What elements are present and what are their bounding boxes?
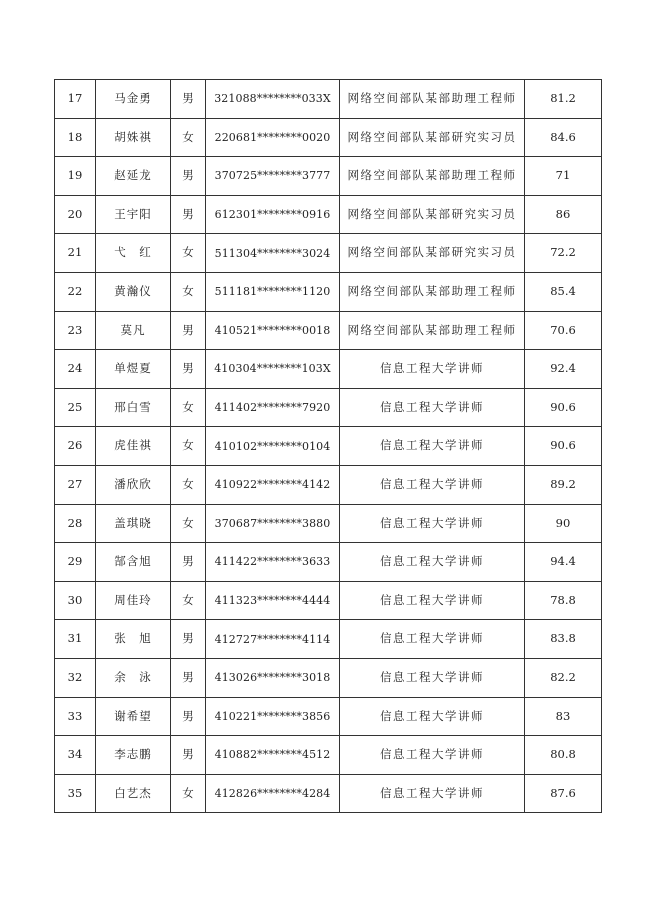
applied-position: 网络空间部队某部研究实习员 [340, 234, 525, 273]
table-row [55, 658, 602, 697]
table-row [55, 80, 602, 119]
applied-position: 信息工程大学讲师 [340, 736, 525, 775]
row-number: 27 [55, 465, 96, 504]
row-number: 19 [55, 157, 96, 196]
candidate-score: 85.4 [525, 272, 602, 311]
row-number: 33 [55, 697, 96, 736]
candidate-sex: 男 [171, 658, 206, 697]
candidate-sex: 男 [171, 697, 206, 736]
candidate-id-number: 413026********3018 [206, 658, 340, 697]
row-number: 21 [55, 234, 96, 273]
table-row [55, 388, 602, 427]
applied-position: 信息工程大学讲师 [340, 620, 525, 659]
row-number: 26 [55, 427, 96, 466]
row-number: 31 [55, 620, 96, 659]
candidate-name: 黄瀚仪 [96, 272, 171, 311]
candidate-score: 71 [525, 157, 602, 196]
candidate-sex: 男 [171, 350, 206, 389]
candidate-id-number: 411323********4444 [206, 581, 340, 620]
results-table-container [54, 79, 601, 813]
candidate-id-number: 220681********0020 [206, 118, 340, 157]
candidate-name: 马金勇 [96, 80, 171, 119]
candidate-score: 70.6 [525, 311, 602, 350]
table-row [55, 234, 602, 273]
candidate-name: 余 泳 [96, 658, 171, 697]
results-table-body [55, 80, 602, 813]
table-row [55, 118, 602, 157]
candidate-sex: 女 [171, 118, 206, 157]
candidate-score: 72.2 [525, 234, 602, 273]
candidate-score: 89.2 [525, 465, 602, 504]
candidate-id-number: 412826********4284 [206, 774, 340, 813]
table-row [55, 195, 602, 234]
candidate-score: 78.8 [525, 581, 602, 620]
candidate-score: 94.4 [525, 543, 602, 582]
candidate-score: 80.8 [525, 736, 602, 775]
candidate-id-number: 411402********7920 [206, 388, 340, 427]
applied-position: 网络空间部队某部助理工程师 [340, 157, 525, 196]
candidate-id-number: 411422********3633 [206, 543, 340, 582]
table-row [55, 504, 602, 543]
candidate-sex: 男 [171, 80, 206, 119]
candidate-sex: 女 [171, 427, 206, 466]
candidate-id-number: 370725********3777 [206, 157, 340, 196]
row-number: 17 [55, 80, 96, 119]
table-row [55, 581, 602, 620]
row-number: 25 [55, 388, 96, 427]
candidate-id-number: 410521********0018 [206, 311, 340, 350]
table-row [55, 543, 602, 582]
results-table [54, 79, 602, 813]
candidate-name: 潘欣欣 [96, 465, 171, 504]
applied-position: 信息工程大学讲师 [340, 543, 525, 582]
candidate-id-number: 410882********4512 [206, 736, 340, 775]
candidate-id-number: 370687********3880 [206, 504, 340, 543]
applied-position: 信息工程大学讲师 [340, 697, 525, 736]
candidate-sex: 男 [171, 195, 206, 234]
candidate-id-number: 410304********103X [206, 350, 340, 389]
candidate-id-number: 511304********3024 [206, 234, 340, 273]
applied-position: 网络空间部队某部助理工程师 [340, 80, 525, 119]
candidate-name: 邢白雪 [96, 388, 171, 427]
candidate-sex: 女 [171, 388, 206, 427]
row-number: 23 [55, 311, 96, 350]
candidate-id-number: 321088********033X [206, 80, 340, 119]
candidate-name: 单煜夏 [96, 350, 171, 389]
candidate-score: 92.4 [525, 350, 602, 389]
candidate-sex: 男 [171, 736, 206, 775]
row-number: 30 [55, 581, 96, 620]
table-row [55, 620, 602, 659]
candidate-sex: 女 [171, 272, 206, 311]
candidate-score: 86 [525, 195, 602, 234]
candidate-name: 谢希望 [96, 697, 171, 736]
candidate-sex: 女 [171, 465, 206, 504]
row-number: 18 [55, 118, 96, 157]
table-row [55, 157, 602, 196]
candidate-sex: 男 [171, 311, 206, 350]
applied-position: 信息工程大学讲师 [340, 658, 525, 697]
candidate-name: 盖琪晓 [96, 504, 171, 543]
row-number: 35 [55, 774, 96, 813]
table-row [55, 736, 602, 775]
candidate-sex: 男 [171, 620, 206, 659]
candidate-name: 莫凡 [96, 311, 171, 350]
candidate-name: 李志鹏 [96, 736, 171, 775]
row-number: 20 [55, 195, 96, 234]
applied-position: 信息工程大学讲师 [340, 388, 525, 427]
applied-position: 信息工程大学讲师 [340, 581, 525, 620]
candidate-sex: 女 [171, 581, 206, 620]
candidate-id-number: 511181********1120 [206, 272, 340, 311]
table-row [55, 465, 602, 504]
candidate-name: 张 旭 [96, 620, 171, 659]
candidate-score: 83.8 [525, 620, 602, 659]
applied-position: 信息工程大学讲师 [340, 465, 525, 504]
applied-position: 网络空间部队某部助理工程师 [340, 311, 525, 350]
candidate-name: 虎佳祺 [96, 427, 171, 466]
candidate-sex: 女 [171, 774, 206, 813]
candidate-score: 83 [525, 697, 602, 736]
candidate-score: 84.6 [525, 118, 602, 157]
row-number: 32 [55, 658, 96, 697]
applied-position: 信息工程大学讲师 [340, 427, 525, 466]
row-number: 28 [55, 504, 96, 543]
candidate-name: 白艺杰 [96, 774, 171, 813]
applied-position: 网络空间部队某部研究实习员 [340, 118, 525, 157]
row-number: 29 [55, 543, 96, 582]
candidate-sex: 男 [171, 157, 206, 196]
candidate-score: 90.6 [525, 388, 602, 427]
candidate-id-number: 410221********3856 [206, 697, 340, 736]
applied-position: 信息工程大学讲师 [340, 774, 525, 813]
candidate-name: 王宇阳 [96, 195, 171, 234]
candidate-sex: 男 [171, 543, 206, 582]
candidate-id-number: 410922********4142 [206, 465, 340, 504]
table-row [55, 697, 602, 736]
table-row [55, 311, 602, 350]
row-number: 34 [55, 736, 96, 775]
row-number: 24 [55, 350, 96, 389]
table-row [55, 350, 602, 389]
applied-position: 信息工程大学讲师 [340, 350, 525, 389]
table-row [55, 774, 602, 813]
candidate-name: 郜含旭 [96, 543, 171, 582]
applied-position: 信息工程大学讲师 [340, 504, 525, 543]
candidate-id-number: 412727********4114 [206, 620, 340, 659]
candidate-score: 81.2 [525, 80, 602, 119]
candidate-score: 90 [525, 504, 602, 543]
applied-position: 网络空间部队某部助理工程师 [340, 272, 525, 311]
applied-position: 网络空间部队某部研究实习员 [340, 195, 525, 234]
row-number: 22 [55, 272, 96, 311]
table-row [55, 272, 602, 311]
candidate-score: 87.6 [525, 774, 602, 813]
candidate-id-number: 612301********0916 [206, 195, 340, 234]
candidate-score: 90.6 [525, 427, 602, 466]
candidate-name: 赵延龙 [96, 157, 171, 196]
table-row [55, 427, 602, 466]
candidate-score: 82.2 [525, 658, 602, 697]
candidate-name: 胡姝祺 [96, 118, 171, 157]
candidate-sex: 女 [171, 504, 206, 543]
candidate-id-number: 410102********0104 [206, 427, 340, 466]
candidate-sex: 女 [171, 234, 206, 273]
candidate-name: 弋 红 [96, 234, 171, 273]
candidate-name: 周佳玲 [96, 581, 171, 620]
